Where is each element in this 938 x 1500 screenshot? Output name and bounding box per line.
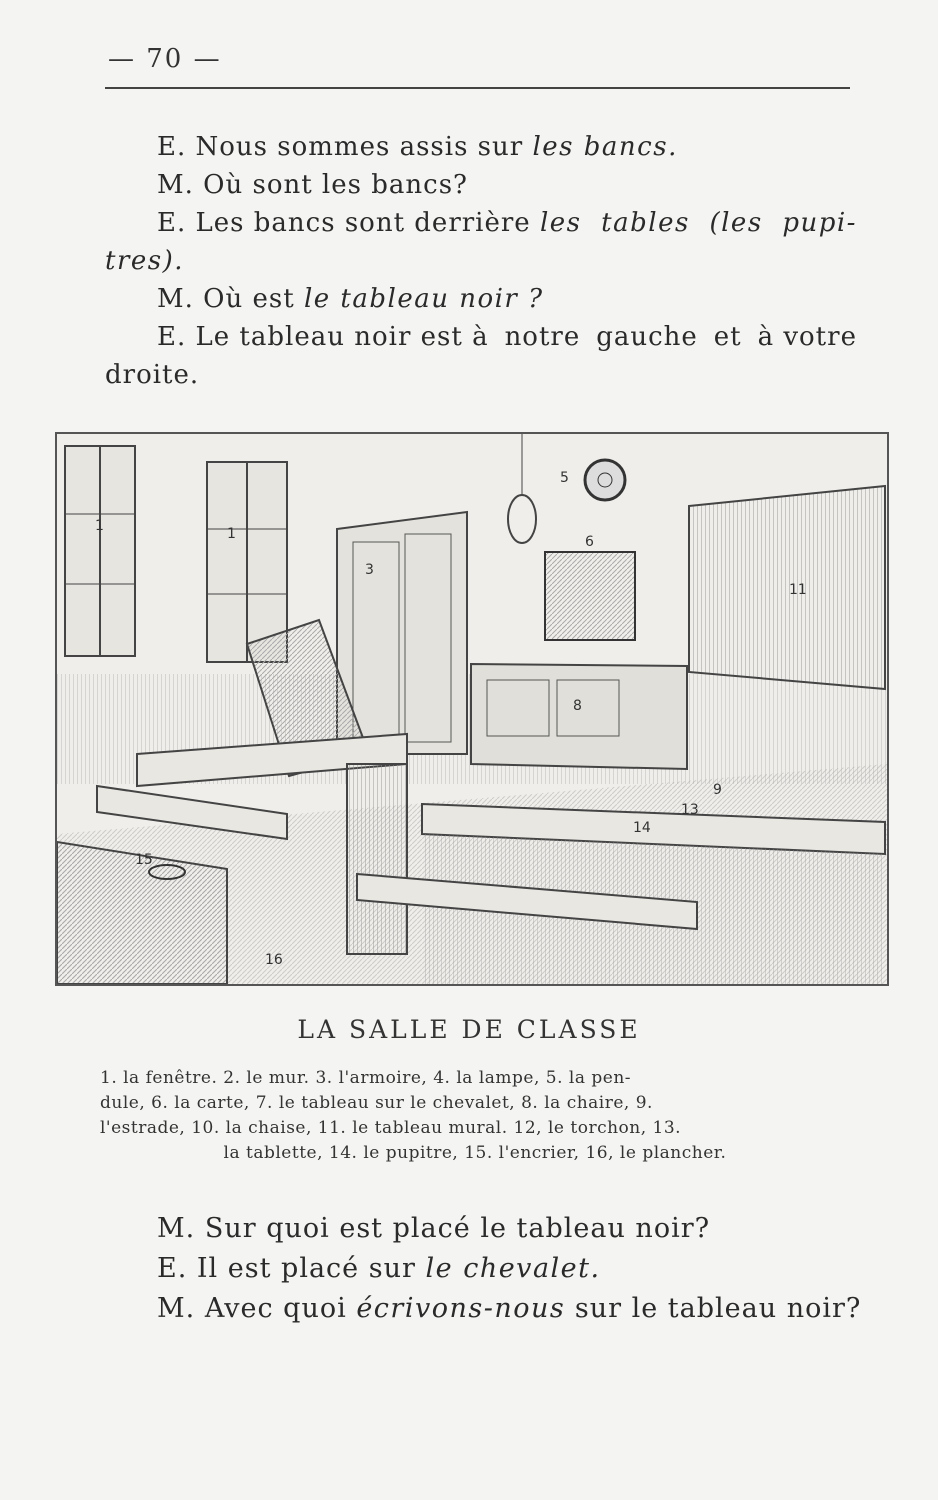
legend-line: l'estrade, 10. la chaise, 11. le tableau mural. 12, le torchon, 13. [100,1118,682,1138]
dialogue-line [105,318,857,356]
window-middle [207,462,287,662]
dialogue-line [105,204,857,242]
line-emphasis: pupi- [782,208,857,238]
dialogue-top [105,128,857,394]
line-emphasis: les [539,208,582,238]
window-left [65,446,135,656]
label-map: 6 [585,534,594,550]
label-plancher: 16 [265,952,283,968]
line-emphasis: les bancs. [532,132,678,162]
label-wall-board: 11 [789,582,807,598]
dialogue-line [105,1209,857,1249]
dialogue-line [105,280,857,318]
label-encrier: 15 [135,852,153,868]
line-text: Sur quoi est placé le tableau noir? [204,1213,711,1244]
speaker: E. [157,1253,188,1284]
caption-legend [100,1066,850,1166]
teacher-desk [471,664,687,769]
page-number: — 70 — [108,44,222,74]
classroom-illustration [55,432,889,986]
caption-title: LA SALLE DE CLASSE [297,1015,641,1044]
wall-blackboard [689,486,885,689]
classroom-drawing [57,434,887,984]
line-text: Nous sommes assis sur [195,132,524,162]
label-tablette: 13 [681,802,699,818]
label-window-1: 1 [95,518,104,534]
line-text: Où sont les bancs? [203,170,468,200]
map [545,552,635,640]
line-emphasis: tres). [105,246,185,276]
line-emphasis: écrivons-nous [356,1293,566,1324]
header-rule [105,87,850,89]
line-text: notre [504,322,581,352]
speaker: M. [157,1213,196,1244]
line-emphasis: le tableau noir ? [303,284,544,314]
line-emphasis: (les [709,208,763,238]
line-emphasis: tables [601,208,690,238]
speaker: M. [157,284,194,314]
dialogue-line [105,356,857,394]
dialogue-bottom [105,1209,862,1329]
dialogue-line [105,242,857,280]
dialogue-line [105,166,857,204]
line-text: Les bancs sont derrière [195,208,531,238]
line-text: sur le tableau noir? [574,1293,862,1324]
speaker: E. [157,132,187,162]
label-pupitre: 14 [633,820,651,836]
line-text: droite. [105,360,200,390]
line-text: Avec quoi [204,1293,347,1324]
dialogue-line [105,128,857,166]
line-text: Où est [203,284,295,314]
line-text: gauche [596,322,698,352]
speaker: E. [157,208,187,238]
label-chaire: 8 [573,698,582,714]
legend-line: dule, 6. la carte, 7. le tableau sur le chevalet, 8. la chaire, 9. [100,1093,653,1113]
clock [585,460,625,500]
label-window-2: 1 [227,526,236,542]
line-text: Le tableau noir est à [195,322,489,352]
legend-line: 1. la fenêtre. 2. le mur. 3. l'armoire, 4. la lampe, 5. la pen- [100,1068,632,1088]
dialogue-line [105,1289,862,1329]
desk-right [357,804,885,984]
line-emphasis: le chevalet. [425,1253,601,1284]
label-estrade: 9 [713,782,722,798]
label-wardrobe: 3 [365,562,374,578]
line-text: à votre [757,322,857,352]
speaker: M. [157,1293,196,1324]
speaker: E. [157,322,187,352]
line-text: Il est placé sur [196,1253,416,1284]
dialogue-line [105,1249,857,1289]
label-clock: 5 [560,470,569,486]
speaker: M. [157,170,194,200]
line-text: et [713,322,742,352]
legend-line: la tablette, 14. le pupitre, 15. l'encrier, 16, le plancher. [223,1143,727,1163]
